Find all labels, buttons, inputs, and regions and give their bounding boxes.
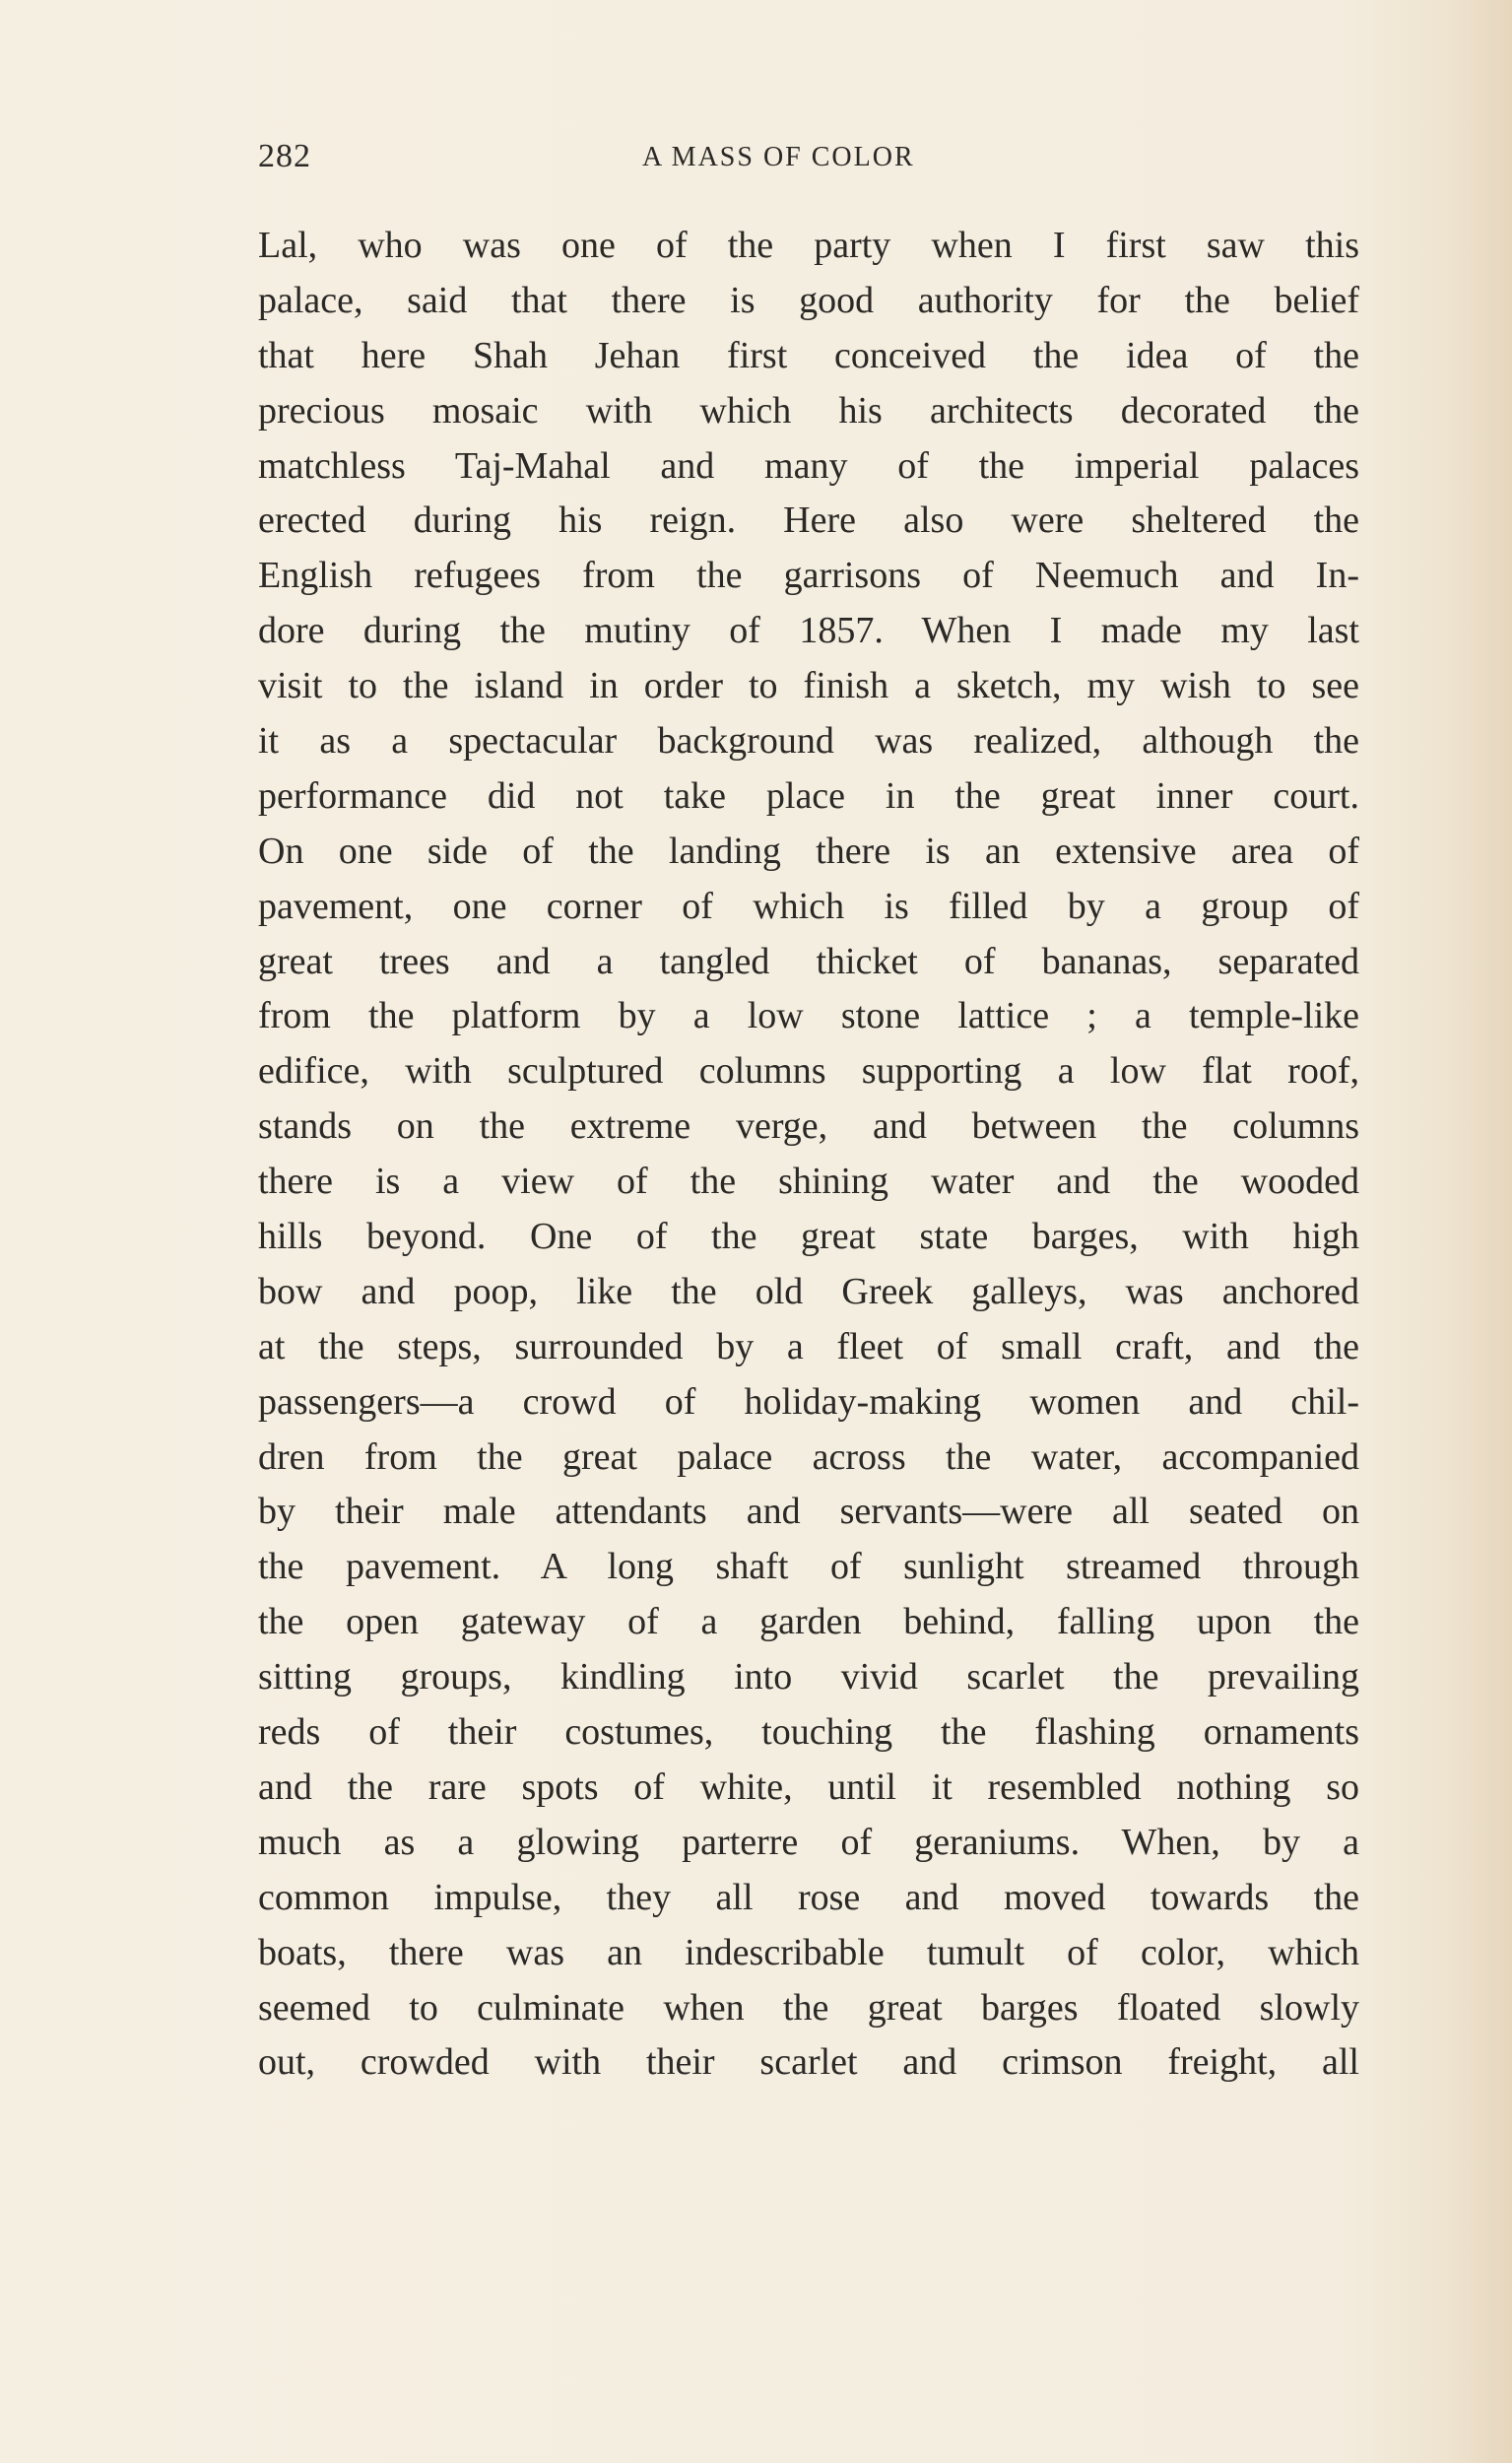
text-line: precious mosaic with which his architects decorated the: [258, 389, 1359, 432]
text-line: dore during the mutiny of 1857. When I made my last: [258, 610, 1359, 652]
text-line: from the platform by a low stone lattice ; a temple-like: [258, 995, 1359, 1037]
body-text: [258, 219, 1359, 2091]
text-line: at the steps, surrounded by a fleet of small craft, and the: [258, 1325, 1359, 1367]
text-line: performance did not take place in the great inner court.: [258, 774, 1359, 817]
text-line: palace, said that there is good authority for the belief: [258, 279, 1359, 321]
text-line: great trees and a tangled thicket of bananas, separated: [258, 940, 1359, 982]
text-line: stands on the extreme verge, and between the columns: [258, 1105, 1359, 1148]
text-line: passengers—a crowd of holiday-making women and chil-: [258, 1380, 1359, 1423]
text-line: there is a view of the shining water and the wooded: [258, 1161, 1359, 1203]
text-line: that here Shah Jehan first conceived the idea of the: [258, 334, 1359, 376]
text-line: seemed to culminate when the great barges floated slowly: [258, 1986, 1359, 2029]
text-line: much as a glowing parterre of geraniums. When, by a: [258, 1821, 1359, 1863]
text-line: out, crowded with their scarlet and crimson freight, all: [258, 2041, 1359, 2084]
text-line: erected during his reign. Here also were sheltered the: [258, 499, 1359, 542]
text-line: dren from the great palace across the water, accompanied: [258, 1435, 1359, 1478]
text-line: hills beyond. One of the great state barges, with high: [258, 1216, 1359, 1258]
text-line: the open gateway of a garden behind, falling upon the: [258, 1601, 1359, 1643]
text-line: reds of their costumes, touching the flashing ornaments: [258, 1711, 1359, 1754]
text-line: and the rare spots of white, until it resembled nothing so: [258, 1765, 1359, 1808]
text-line: by their male attendants and servants—were all seated on: [258, 1491, 1359, 1533]
text-line: sitting groups, kindling into vivid scarlet the prevailing: [258, 1656, 1359, 1698]
text-line: English refugees from the garrisons of Neemuch and In-: [258, 555, 1359, 597]
text-line: Lal, who was one of the party when I first saw this: [258, 225, 1359, 266]
text-line: it as a spectacular background was realized, although the: [258, 720, 1359, 763]
text-line: visit to the island in order to finish a sketch, my wish to see: [258, 665, 1359, 707]
page-number: 282: [258, 138, 311, 174]
text-line: bow and poop, like the old Greek galleys, was anchored: [258, 1270, 1359, 1312]
text-line: edifice, with sculptured columns supporting a low flat roof,: [258, 1050, 1359, 1093]
text-line: common impulse, they all rose and moved towards the: [258, 1876, 1359, 1918]
text-line: the pavement. A long shaft of sunlight streamed through: [258, 1546, 1359, 1588]
text-line: matchless Taj-Mahal and many of the imperial palaces: [258, 444, 1359, 487]
text-line: On one side of the landing there is an extensive area of: [258, 830, 1359, 872]
text-line: boats, there was an indescribable tumult of color, which: [258, 1931, 1359, 1973]
running-head: A MASS OF COLOR: [642, 142, 915, 172]
text-line: pavement, one corner of which is filled by a group of: [258, 885, 1359, 927]
page-header: [258, 138, 1359, 187]
